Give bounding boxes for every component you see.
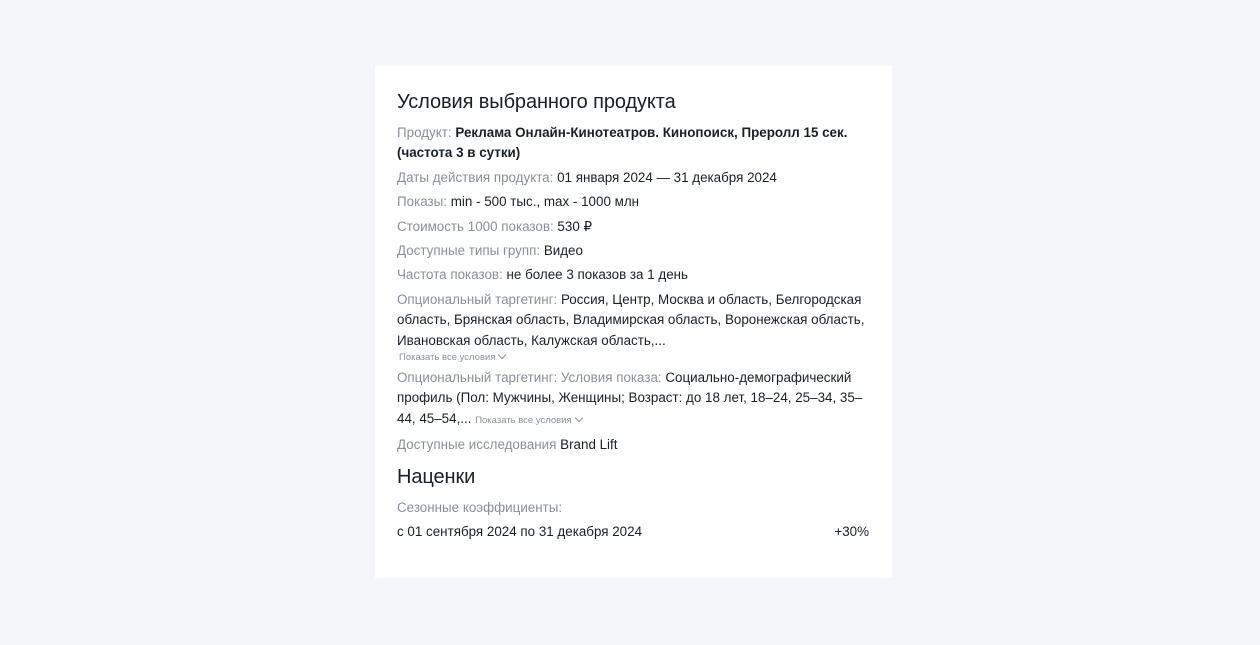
group-types-label: Доступные типы групп: <box>397 243 541 259</box>
product-label: Продукт: <box>397 125 452 140</box>
research-value: Brand Lift <box>560 437 618 453</box>
show-all-geo-link[interactable] <box>397 351 870 364</box>
research-label: Доступные исследования <box>397 437 557 453</box>
impressions-row <box>397 192 870 212</box>
geo-targeting-value: Россия, Центр, Москва и область, Белгородская область, Брянская область, Владимирская область, Воронежская область, Ивановская область, Калужская область,... <box>397 291 865 348</box>
impressions-label: Показы: <box>397 194 448 210</box>
seasonal-value: +30% <box>834 524 869 540</box>
cost-value: 530 ₽ <box>557 218 593 234</box>
group-types-value: Видео <box>543 243 583 259</box>
seasonal-period: с 01 сентября 2024 по 31 декабря 2024 <box>397 524 643 540</box>
markups-title: Наценки <box>397 465 476 488</box>
chevron-down-icon <box>574 414 582 422</box>
cost-label: Стоимость 1000 показов: <box>397 218 554 234</box>
group-types-row <box>397 241 870 261</box>
seasonal-label: Сезонные коэффициенты: <box>397 499 563 515</box>
frequency-row <box>397 265 870 285</box>
seasonal-label-row <box>397 498 870 518</box>
impressions-value: min - 500 тыс., max - 1000 млн <box>450 194 640 210</box>
product-row <box>397 123 870 164</box>
socdem-targeting-row <box>397 368 870 431</box>
show-all-socdem-link[interactable] <box>475 415 581 426</box>
dates-value: 01 января 2024 — 31 декабря 2024 <box>557 169 777 185</box>
dates-label: Даты действия продукта: <box>397 169 554 185</box>
show-all-socdem-label: Показать все условия <box>475 414 572 426</box>
chevron-down-icon <box>498 351 506 359</box>
socdem-targeting-label: Опциональный таргетинг: Условия показа: <box>397 370 662 386</box>
geo-targeting-row <box>397 290 870 364</box>
product-value: Реклама Онлайн-Кинотеатров. Кинопоиск, Преролл 15 сек. (частота 3 в сутки) <box>397 125 848 161</box>
cost-row <box>397 217 870 237</box>
conditions-title: Условия выбранного продукта <box>397 91 676 113</box>
dates-row <box>397 168 870 188</box>
show-all-geo-label: Показать все условия <box>399 352 496 364</box>
geo-targeting-label: Опциональный таргетинг: <box>397 291 558 307</box>
frequency-value: не более 3 показов за 1 день <box>506 267 689 283</box>
research-row <box>397 435 870 455</box>
product-conditions-card <box>375 66 892 578</box>
seasonal-period-row <box>397 522 870 542</box>
socdem-targeting-value: Социально-демографический профиль (Пол: Мужчины, Женщины; Возраст: до 18 лет, 18–24, 25–34, 35–44, 45–54,... <box>397 370 863 426</box>
frequency-label: Частота показов: <box>397 267 503 283</box>
